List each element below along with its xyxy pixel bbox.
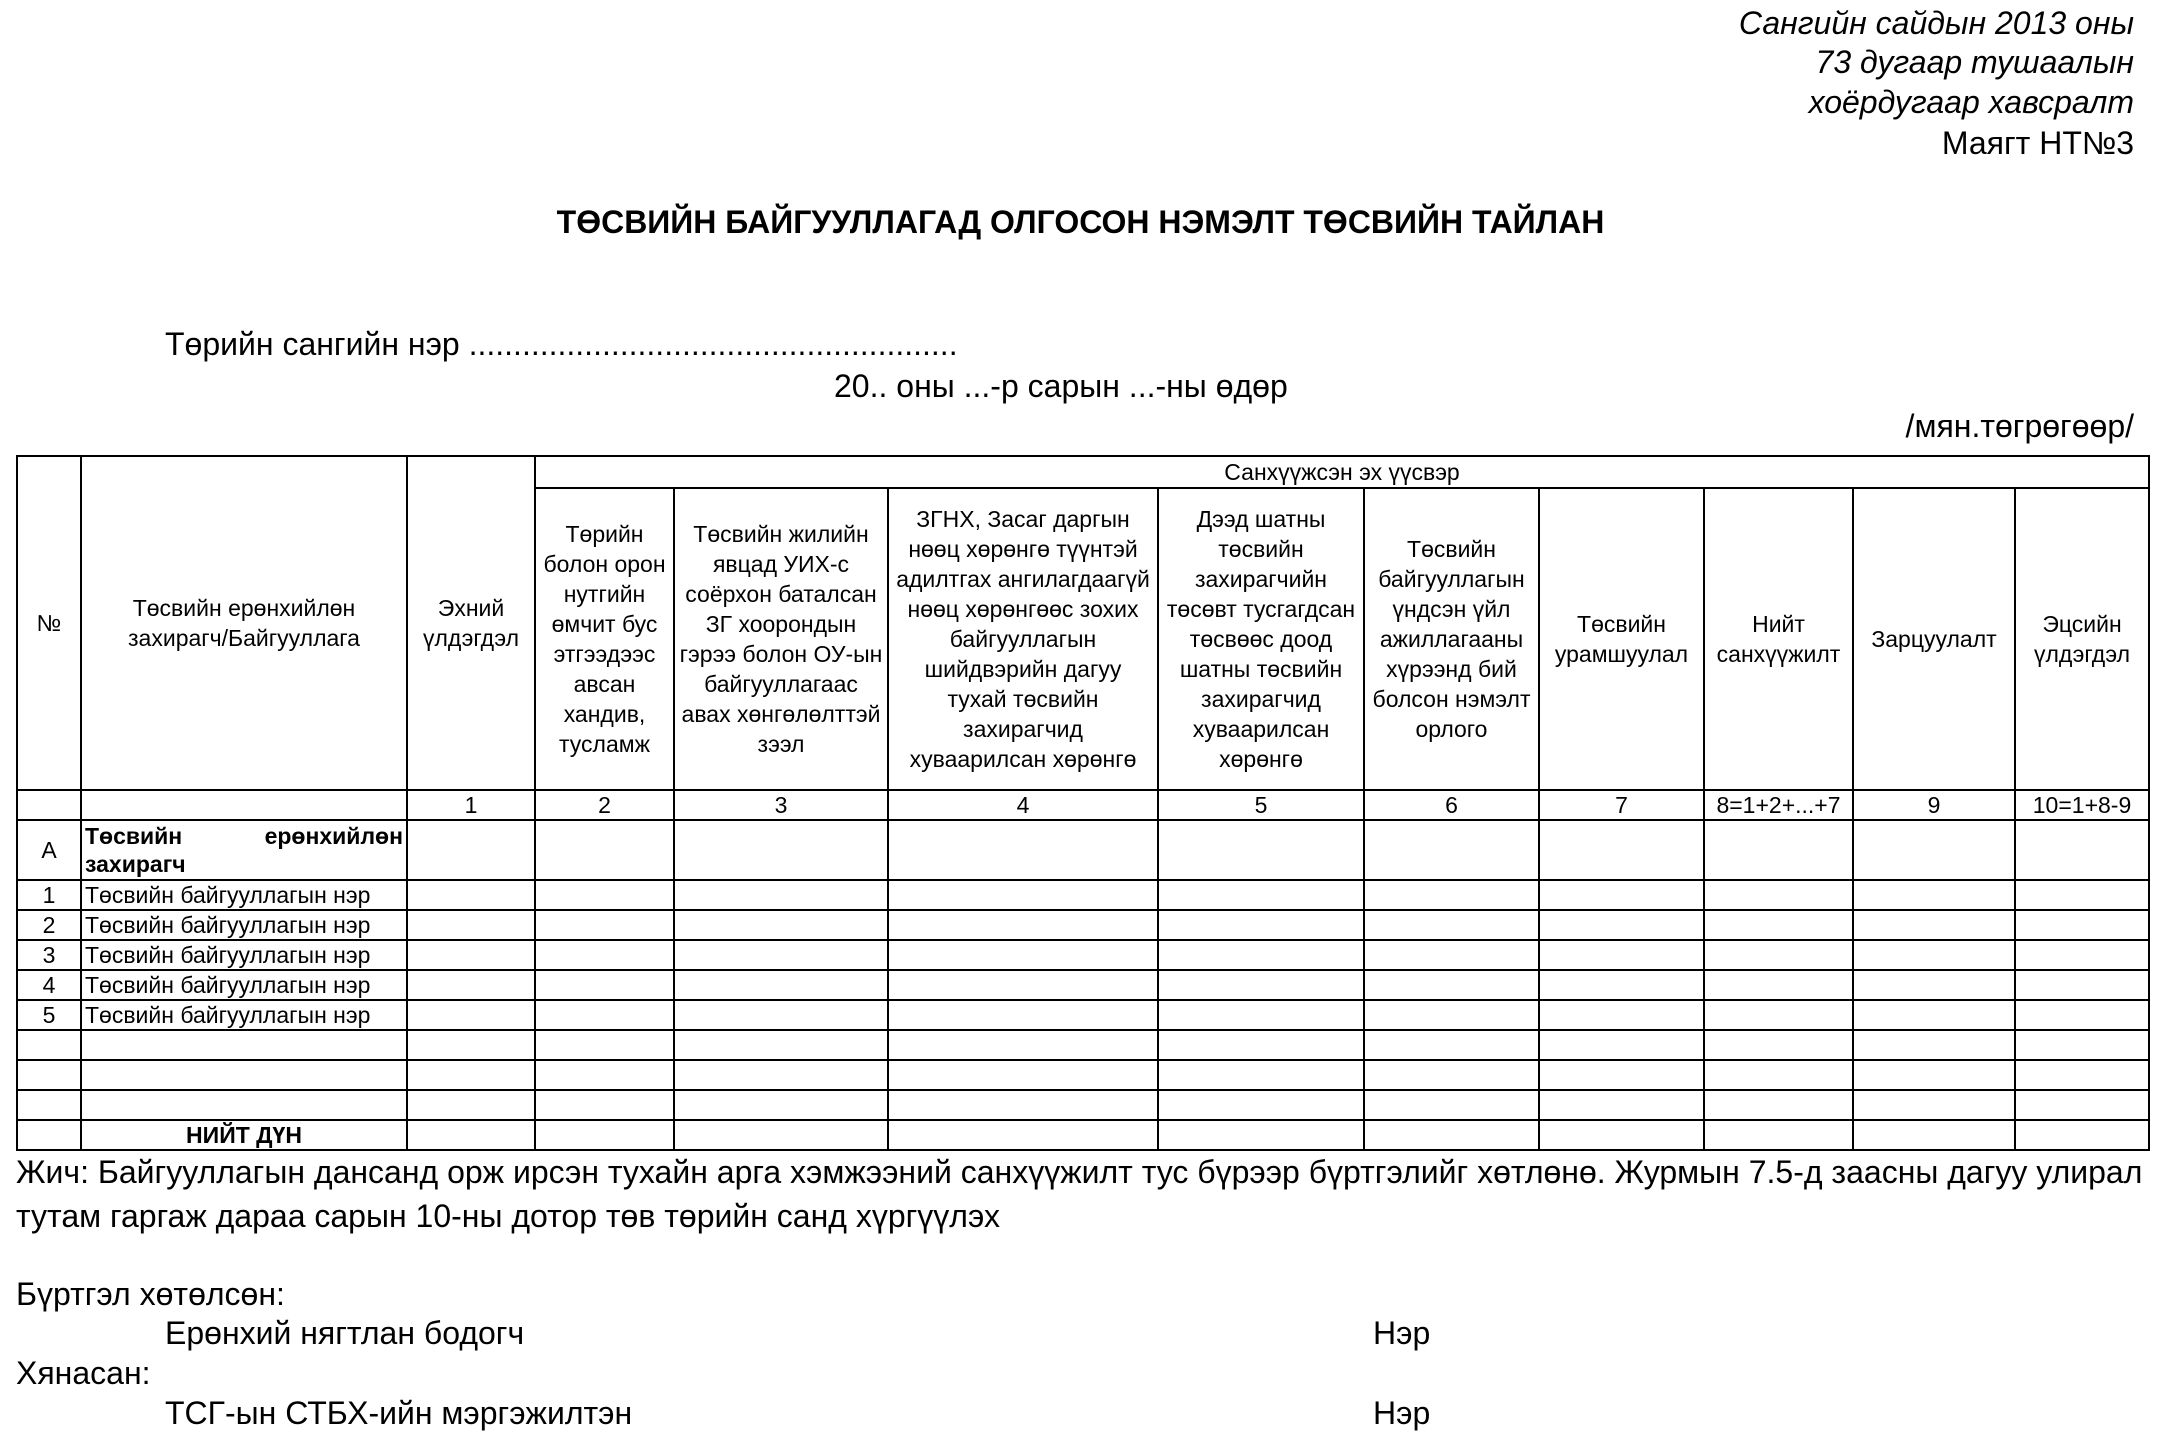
organization-name: Төсвийн байгууллагын нэр [81,910,407,940]
table-row [17,940,2149,970]
total-row [17,1120,2149,1150]
table-cell[interactable] [888,940,1158,970]
organization-name: Төсвийн байгууллагын нэр [81,940,407,970]
table-cell[interactable] [407,880,535,910]
empty-row [17,1090,2149,1120]
organization-name: Төсвийн байгууллагын нэр [81,1000,407,1030]
table-cell[interactable] [888,910,1158,940]
table-row [17,880,2149,910]
table-cell[interactable] [535,1030,674,1060]
col-header-closing-balance: Эцсийн үлдэгдэл [2015,488,2149,790]
table-cell[interactable] [535,1120,674,1150]
table-cell[interactable] [674,1030,888,1060]
col-header-opening-balance: Эхний үлдэгдэл [407,456,535,790]
table-cell[interactable] [888,970,1158,1000]
table-cell[interactable] [2015,1090,2149,1120]
table-cell[interactable] [888,1030,1158,1060]
table-cell[interactable] [2015,1120,2149,1150]
row-number: 4 [17,970,81,1000]
table-cell[interactable] [535,910,674,940]
table-cell[interactable] [1853,910,2015,940]
table-cell[interactable] [674,910,888,940]
column-number-cell: 6 [1364,790,1539,820]
table-cell[interactable] [1704,1090,1853,1120]
column-number-cell: 3 [674,790,888,820]
table-cell[interactable] [674,1060,888,1090]
table-cell[interactable] [1539,940,1704,970]
table-cell[interactable] [1853,1120,2015,1150]
table-cell[interactable] [2015,1060,2149,1090]
col-header-additional-revenue: Төсвийн байгууллагын үндсэн үйл ажиллагааны хүрээнд бий болсон нэмэлт орлого [1364,488,1539,790]
table-cell[interactable] [2015,1030,2149,1060]
column-number-cell: 5 [1158,790,1364,820]
table-cell[interactable] [1158,1090,1364,1120]
table-cell[interactable] [81,1030,407,1060]
table-cell[interactable] [1853,970,2015,1000]
table-cell[interactable] [1364,1060,1539,1090]
table-cell[interactable] [17,1030,81,1060]
table-cell[interactable] [407,940,535,970]
table-cell[interactable] [888,1060,1158,1090]
empty-row [17,1030,2149,1060]
table-cell[interactable] [1539,910,1704,940]
table-cell[interactable] [888,820,1158,880]
column-number-row [17,790,2149,820]
table-cell[interactable] [1853,1030,2015,1060]
form-number: Маягт НТ№3 [1941,125,2134,161]
table-cell[interactable] [1158,940,1364,970]
table-cell[interactable] [81,1060,407,1090]
table-cell[interactable] [674,970,888,1000]
table-cell[interactable] [1158,1030,1364,1060]
table-cell[interactable] [1539,970,1704,1000]
table-cell[interactable] [888,880,1158,910]
report-title: ТӨСВИЙН БАЙГУУЛЛАГАД ОЛГОСОН НЭМЭЛТ ТӨСВИЙН ТАЙЛАН [556,204,1605,240]
table-cell[interactable] [2015,940,2149,970]
row-number: 5 [17,1000,81,1030]
row-number: 1 [17,880,81,910]
col-header-concessional-loans: Төсвийн жилийн явцад УИХ-с соёрхон баталсан ЗГ хоорондын гэрээ болон ОУ-ын байгууллагаас авах хөнгөлөлттэй зээл [674,488,888,790]
column-number-cell [81,790,407,820]
table-cell[interactable] [1704,1000,1853,1030]
table-cell[interactable] [1364,820,1539,880]
table-cell[interactable] [1539,1120,1704,1150]
table-cell[interactable] [407,970,535,1000]
table-cell[interactable] [535,970,674,1000]
col-header-no: № [17,456,81,790]
table-cell[interactable] [888,1120,1158,1150]
col-header-funding-sources: Санхүүжсэн эх үүсвэр [535,456,2149,488]
table-row [17,910,2149,940]
column-number-cell: 9 [1853,790,2015,820]
table-cell[interactable] [1364,940,1539,970]
empty-row [17,1060,2149,1090]
table-cell[interactable] [407,1060,535,1090]
col-header-donations: Төрийн болон орон нутгийн өмчит бус этгээдээс авсан хандив, тусламж [535,488,674,790]
table-cell[interactable] [1853,1090,2015,1120]
table-cell[interactable] [1704,1060,1853,1090]
group-a-row [17,820,2149,880]
table-cell[interactable] [1364,910,1539,940]
table-cell[interactable] [1364,970,1539,1000]
col-header-total-funding: Нийт санхүүжилт [1704,488,1853,790]
table-cell[interactable] [1853,1060,2015,1090]
table-cell[interactable] [1539,1030,1704,1060]
chief-accountant-name: Нэр [1373,1315,1431,1351]
column-number-cell: 8=1+2+...+7 [1704,790,1853,820]
table-cell[interactable] [535,820,674,880]
table-cell[interactable] [535,1090,674,1120]
table-cell[interactable] [1853,1000,2015,1030]
table-cell[interactable] [1158,820,1364,880]
column-number-cell: 7 [1539,790,1704,820]
total-label: НИЙТ ДҮН [81,1120,407,1150]
specialist-name: Нэр [1373,1395,1431,1431]
table-cell[interactable] [1704,820,1853,880]
table-cell[interactable] [888,1090,1158,1120]
organization-name: Төсвийн байгууллагын нэр [81,880,407,910]
order-reference-line2: 73 дугаар тушаалын [1815,44,2134,80]
table-cell[interactable] [17,1090,81,1120]
table-cell[interactable] [407,1120,535,1150]
table-cell[interactable] [1539,1060,1704,1090]
group-a-label: Төсвийн ерөнхийлөн захирагч [81,820,407,880]
table-cell[interactable] [2015,820,2149,880]
table-cell[interactable] [1704,940,1853,970]
table-row [17,1000,2149,1030]
group-a-number: А [17,820,81,880]
table-cell[interactable] [1539,880,1704,910]
table-cell[interactable] [1704,910,1853,940]
table-cell[interactable] [674,1000,888,1030]
table-cell[interactable] [1539,1000,1704,1030]
col-header-expenditure: Зарцуулалт [1853,488,2015,790]
table-cell[interactable] [1704,880,1853,910]
table-cell[interactable] [674,1120,888,1150]
column-number-cell: 10=1+8-9 [2015,790,2149,820]
row-number: 2 [17,910,81,940]
table-cell[interactable] [674,1090,888,1120]
table-cell[interactable] [1364,880,1539,910]
table-cell [17,1120,81,1150]
footnote: Жич: Байгууллагын дансанд орж ирсэн тухайн арга хэмжээний санхүүжилт тус бүрээр бүртгэлийг хөтлөнө. Журмын 7.5-д заасны дагуу улирал тутам гаргаж дараа сарын 10-ны дотор төв төрийн санд хүргүүлэх [16,1154,2143,1234]
table-cell[interactable] [1158,1000,1364,1030]
table-cell[interactable] [1158,910,1364,940]
report-date-line: 20.. оны ...-р сарын ...-ны өдөр [834,368,1288,404]
table-cell[interactable] [1704,1030,1853,1060]
table-cell[interactable] [674,940,888,970]
table-cell[interactable] [1704,1120,1853,1150]
table-cell[interactable] [535,1060,674,1090]
table-cell[interactable] [1364,1030,1539,1060]
row-number: 3 [17,940,81,970]
chief-accountant-role: Ерөнхий нягтлан бодогч [165,1315,525,1351]
col-header-manager: Төсвийн ерөнхийлөн захирагч/Байгууллага [81,456,407,790]
table-cell[interactable] [535,1000,674,1030]
specialist-role: ТСГ-ын СТБХ-ийн мэргэжилтэн [165,1395,633,1431]
table-cell[interactable] [674,820,888,880]
table-cell[interactable] [1853,880,2015,910]
table-cell[interactable] [407,910,535,940]
table-cell[interactable] [1539,1090,1704,1120]
checked-by-label: Хянасан: [16,1355,151,1391]
table-row [17,970,2149,1000]
table-cell[interactable] [1158,880,1364,910]
table-cell[interactable] [535,940,674,970]
table-cell[interactable] [535,880,674,910]
table-cell[interactable] [2015,880,2149,910]
budget-report-table [16,455,2150,1151]
organization-name: Төсвийн байгууллагын нэр [81,970,407,1000]
table-cell[interactable] [1704,970,1853,1000]
header-row-1 [17,456,2149,488]
annex-reference: хоёрдугаар хавсралт [1808,84,2134,120]
table-cell[interactable] [407,820,535,880]
table-cell[interactable] [407,1030,535,1060]
order-reference-line1: Сангийн сайдын 2013 оны [1738,5,2134,41]
table-cell[interactable] [407,1000,535,1030]
prepared-by-label: Бүртгэл хөтөлсөн: [16,1276,285,1312]
table-cell[interactable] [2015,970,2149,1000]
column-number-cell: 4 [888,790,1158,820]
table-cell[interactable] [1539,820,1704,880]
column-number-cell: 2 [535,790,674,820]
table-cell[interactable] [1158,970,1364,1000]
col-header-budget-incentive: Төсвийн урамшуулал [1539,488,1704,790]
col-header-upper-level-allocation: Дээд шатны төсвийн захирагчийн төсөвт тусгагдсан төсвөөс доод шатны төсвийн захирагчид хуваарилсан хөрөнгө [1158,488,1364,790]
table-cell[interactable] [888,1000,1158,1030]
table-cell[interactable] [1364,1090,1539,1120]
table-cell[interactable] [1853,820,2015,880]
column-number-cell: 1 [407,790,535,820]
currency-unit: /мян.төгрөгөөр/ [1905,408,2134,444]
column-number-cell [17,790,81,820]
table-cell[interactable] [2015,910,2149,940]
table-cell[interactable] [1364,1120,1539,1150]
table-cell[interactable] [81,1090,407,1120]
col-header-reserve-funds: ЗГНХ, Засаг даргын нөөц хөрөнгө түүнтэй адилтгах ангилагдаагүй нөөц хөрөнгөөс зохих байгууллагын шийдвэрийн дагуу тухай төсвийн захирагчид хуваарилсан хөрөнгө [888,488,1158,790]
table-cell[interactable] [674,880,888,910]
table-cell[interactable] [2015,1000,2149,1030]
treasury-name-line: Төрийн сангийн нэр ....................................................... [165,326,958,362]
table-cell[interactable] [17,1060,81,1090]
table-cell[interactable] [407,1090,535,1120]
table-cell[interactable] [1158,1120,1364,1150]
table-cell[interactable] [1853,940,2015,970]
table-cell[interactable] [1158,1060,1364,1090]
table-cell[interactable] [1364,1000,1539,1030]
